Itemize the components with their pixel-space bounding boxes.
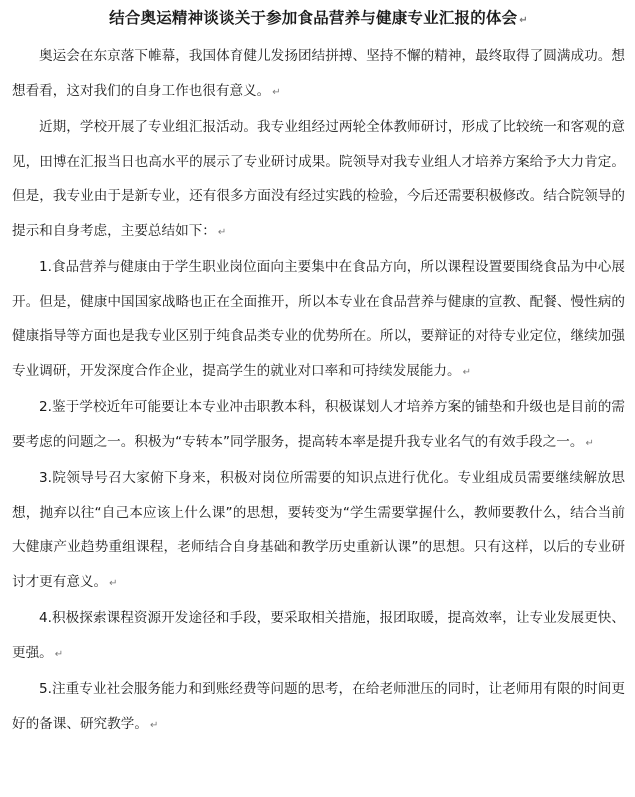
paragraph-text: 2.鉴于学校近年可能要让本专业冲击职教本科，积极谋划人才培养方案的铺垫和升级也是目前的需要考虑的问题之一。积极为“专转本”同学服务，提高转本率是提升我专业名气的有效手段之一。 (12, 399, 625, 450)
paragraph-text: 奥运会在东京落下帷幕，我国体育健儿发扬团结拼搏、坚持不懈的精神，最终取得了圆满成功。想想看看，这对我们的自身工作也很有意义。 (12, 48, 625, 99)
paragraph-text: 3.院领导号召大家俯下身来，积极对岗位所需要的知识点进行优化。专业组成员需要继续解放思想，抛弃以往“自己本应该上什么课”的思想，要转变为“学生需要掌握什么，教师要教什么，结合当前大健康产业趋势重组课程，老师结合自身基础和教学历史重新认课”的思想。只有这样，以后的专业研讨才更有意义。 (12, 470, 625, 590)
paragraph-mark-icon: ↵ (109, 577, 118, 589)
paragraph-mark-icon: ↵ (149, 719, 159, 731)
paragraph-intro (12, 39, 625, 110)
paragraph-mark-icon: ↵ (217, 226, 227, 238)
paragraph-mark-icon: ↵ (272, 86, 281, 98)
paragraph-text: 近期，学校开展了专业组汇报活动。我专业组经过两轮全体教师研讨，形成了比较统一和客观的意见，田博在汇报当日也高水平的展示了专业研讨成果。院领导对我专业组人才培养方案给予大力肯定。但是，我专业由于是新专业，还有很多方面没有经过实践的检验，今后还需要积极修改。结合院领导的提示和自身考虑，主要总结如下： (12, 119, 625, 239)
paragraph-point-5 (12, 672, 625, 743)
title-text: 结合奥运精神谈谈关于参加食品营养与健康专业汇报的体会 (109, 9, 518, 27)
paragraph-point-3 (12, 461, 625, 601)
paragraph-mark-icon: ↵ (462, 366, 471, 378)
paragraph-text: 5.注重专业社会服务能力和到账经费等问题的思考，在给老师泄压的同时，让老师用有限的时间更好的备课、研究教学。 (12, 681, 625, 732)
paragraph-text: 1.食品营养与健康由于学生职业岗位面向主要集中在食品方向，所以课程设置要围绕食品为中心展开。但是，健康中国国家战略也正在全面推开，所以本专业在食品营养与健康的宣教、配餐、慢性病的健康指导等方面也是我专业区别于纯食品类专业的优势所在。所以，要辩证的对待专业定位，继续加强专业调研，开发深度合作企业，提高学生的就业对口率和可持续发展能力。 (12, 259, 625, 379)
paragraph-text: 4.积极探索课程资源开发途径和手段，要采取相关措施，报团取暖，提高效率，让专业发展更快、更强。 (12, 610, 625, 661)
paragraph-mark-icon: ↵ (519, 15, 528, 26)
paragraph-point-2 (12, 390, 625, 461)
paragraph-mark-icon: ↵ (585, 437, 594, 449)
document-title (12, 8, 625, 31)
paragraph-background (12, 110, 625, 250)
paragraph-mark-icon: ↵ (54, 648, 64, 660)
paragraph-point-4 (12, 601, 625, 672)
paragraph-point-1 (12, 250, 625, 390)
